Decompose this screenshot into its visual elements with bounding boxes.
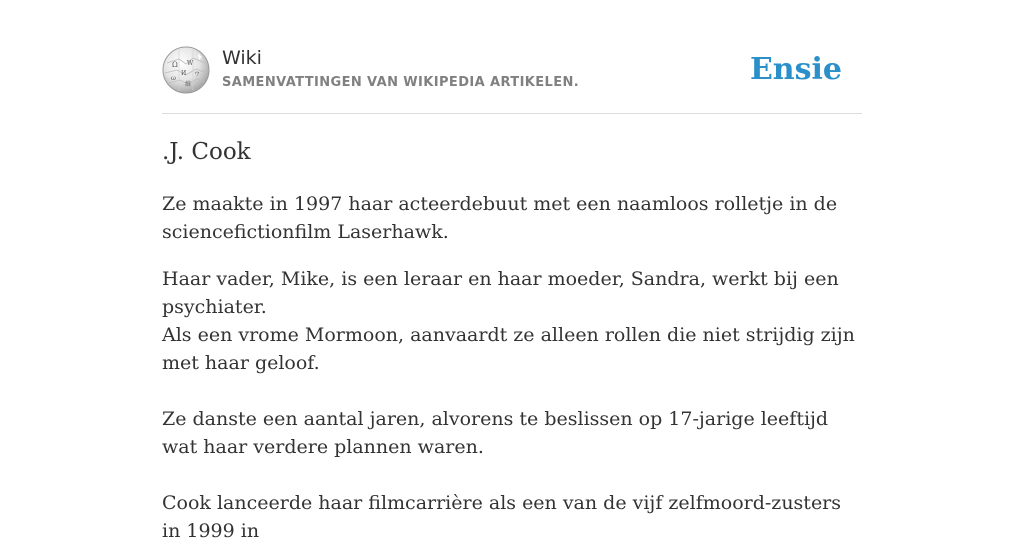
site-name[interactable]: Wiki — [222, 47, 262, 69]
site-header — [162, 46, 862, 96]
article-paragraph: Cook lanceerde haar filmcarrière als een van de vijf zelfmoord-zusters in 1999 in — [162, 492, 842, 542]
site-tagline: SAMENVATTINGEN VAN WIKIPEDIA ARTIKELEN. — [222, 75, 580, 90]
header-divider — [162, 113, 862, 114]
svg-text:ω: ω — [171, 75, 176, 82]
svg-text:ウ: ウ — [194, 71, 201, 78]
wikipedia-globe-icon[interactable] — [162, 46, 210, 94]
article-paragraph: Ze danste een aantal jaren, alvorens te beslissen op 17-jarige leeftijd wat haar verdere plannen waren. — [162, 408, 829, 458]
article-title: .J. Cook — [162, 139, 251, 165]
svg-text:Ω: Ω — [172, 61, 178, 69]
article-paragraph: Haar vader, Mike, is een leraar en haar moeder, Sandra, werkt bij een psychiater. — [162, 268, 839, 318]
svg-text:W: W — [187, 60, 194, 67]
svg-text:維: 維 — [185, 81, 192, 88]
article-paragraph: Als een vrome Mormoon, aanvaardt ze alleen rollen die niet strijdig zijn met haar geloof. — [162, 324, 855, 374]
article-paragraph: Ze maakte in 1997 haar acteerdebuut met een naamloos rolletje in de sciencefictionfilm Laserhawk. — [162, 193, 838, 243]
ensie-link[interactable]: Ensie — [749, 52, 842, 87]
svg-text:И: И — [181, 70, 187, 77]
